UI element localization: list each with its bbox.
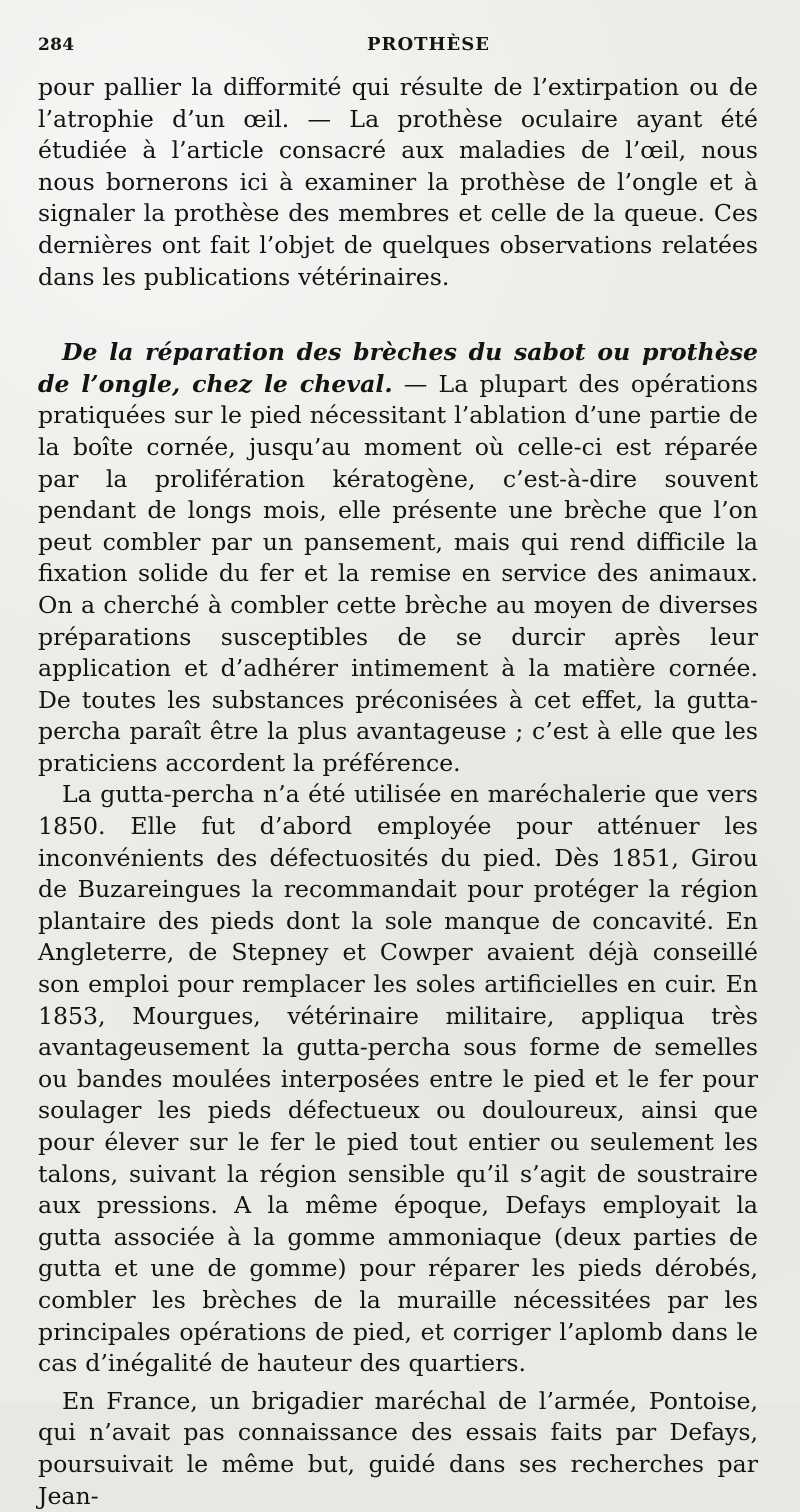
section-gap: [38, 293, 758, 337]
paragraph-history: La gutta-percha n’a été utilisée en maréchalerie que vers 1850. Elle fut d’abord employée pour atténuer les inconvénients des défectuosités du pied. Dès 1851, Girou de Buzareingues la recommandait pour protéger la région plantaire des pieds dont la sole manque de concavité. En Angleterre, de Stepney et Cowper avaient déjà conseillé son emploi pour remplacer les soles artificielles en cuir. En 1853, Mourgues, vétérinaire militaire, appliqua très avantageusement la gutta-percha sous forme de semelles ou bandes moulées interposées entre le pied et le fer pour soulager les pieds défectueux ou douloureux, ainsi que pour élever sur le fer le pied tout entier ou seulement les talons, suivant la région sensible qu’il s’agit de soustraire aux pressions. A la même époque, Defays employait la gutta associée à la gomme ammoniaque (deux parties de gutta et une de gomme) pour réparer les pieds dérobés, combler les brèches de la muraille nécessitées par les principales opérations de pied, et corriger l’aplomb dans le cas d’inégalité de hauteur des quartiers.: [38, 780, 758, 1378]
page-header-title: PROTHÈSE: [366, 34, 490, 55]
running-head: [38, 34, 758, 64]
section-body: — La plupart des opérations pratiquées sur le pied nécessitant l’ablation d’une partie de la boîte cornée, jusqu’au moment où celle-ci est réparée par la prolifération kératogène, c’est-à-dire souvent pendant de longs mois, elle présente une brèche que l’on peut combler par un pansement, mais qui rend difficile la fixation solide du fer et la remise en service des animaux. On a cherché à combler cette brèche au moyen de diverses préparations susceptibles de se durcir après leur application et d’adhérer intimement à la matière cornée. De toutes les substances préconisées à cet effet, la gutta-percha paraît être la plus avantageuse ; c’est à elle que les praticiens accordent la préférence.: [38, 369, 758, 777]
paragraph-intro: pour pallier la difformité qui résulte de l’extirpation ou de l’atrophie d’un œil. — La prothèse oculaire ayant été étudiée à l’article consacré aux maladies de l’œil, nous nous bornerons ici à examiner la prothèse de l’ongle et à signaler la prothèse des membres et celle de la queue. Ces dernières ont fait l’objet de quelques observations relatées dans les publications vétérinaires.: [38, 73, 758, 291]
paragraph-continuation: En France, un brigadier maréchal de l’armée, Pontoise, qui n’avait pas connaissance des essais faits par Defays, poursuivait le même but, guidé dans ses recherches par Jean-: [38, 1386, 758, 1510]
body-text: [38, 72, 758, 1512]
page-number: 284: [38, 35, 75, 55]
section-paragraph: [38, 337, 758, 779]
section-title: De la réparation des brèches du sabot ou prothèse de l’ongle, chez le cheval.: [38, 338, 758, 398]
